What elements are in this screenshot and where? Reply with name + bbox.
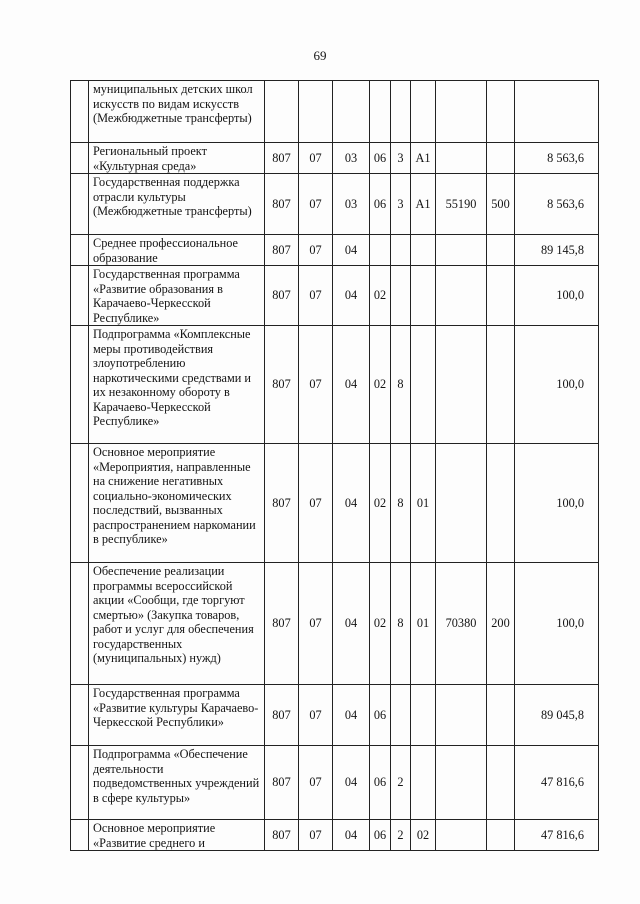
code-cell: 807: [265, 820, 299, 851]
code-cell: 807: [265, 143, 299, 174]
row-name: Обеспечение реализации программы всероссийской акции «Сообщи, где торгуют смертью» (Закупка товаров, работ и услуг для обеспечения государственных (муниципальных) нужд): [89, 563, 265, 685]
table-row: [71, 174, 599, 235]
code-cell: 04: [333, 444, 370, 563]
code-cell: [411, 685, 436, 746]
code-cell: [436, 235, 487, 266]
table-row: [71, 685, 599, 746]
code-cell: 07: [299, 746, 333, 820]
code-cell: [411, 266, 436, 326]
code-cell: [487, 746, 515, 820]
table-row: [71, 143, 599, 174]
code-cell: 2: [391, 746, 411, 820]
blank-cell: [71, 563, 89, 685]
row-name: Основное мероприятие «Развитие среднего и: [89, 820, 265, 851]
table-row: [71, 266, 599, 326]
code-cell: 04: [333, 685, 370, 746]
code-cell: [436, 326, 487, 444]
code-cell: 07: [299, 174, 333, 235]
code-cell: 06: [370, 746, 391, 820]
blank-cell: [71, 174, 89, 235]
code-cell: 07: [299, 235, 333, 266]
code-cell: 02: [370, 266, 391, 326]
code-cell: 04: [333, 746, 370, 820]
code-cell: [436, 143, 487, 174]
code-cell: [436, 746, 487, 820]
code-cell: 02: [370, 326, 391, 444]
code-cell: [411, 326, 436, 444]
sum-cell: 8 563,6: [515, 143, 599, 174]
code-cell: [487, 81, 515, 143]
code-cell: [265, 81, 299, 143]
code-cell: [436, 820, 487, 851]
page-number: 69: [313, 48, 327, 63]
sum-cell: 100,0: [515, 444, 599, 563]
row-name: Подпрограмма «Обеспечение деятельности подведомственных учреждений в сфере культуры»: [89, 746, 265, 820]
sum-cell: 100,0: [515, 326, 599, 444]
code-cell: 02: [370, 444, 391, 563]
code-cell: 807: [265, 235, 299, 266]
row-name: муниципальных детских школ искусств по видам искусств (Межбюджетные трансферты): [89, 81, 265, 143]
code-cell: [436, 266, 487, 326]
code-cell: 06: [370, 820, 391, 851]
sum-cell: 47 816,6: [515, 746, 599, 820]
code-cell: [436, 444, 487, 563]
code-cell: [299, 81, 333, 143]
table-row: [71, 235, 599, 266]
code-cell: [487, 444, 515, 563]
code-cell: [487, 143, 515, 174]
code-cell: [411, 235, 436, 266]
code-cell: 07: [299, 266, 333, 326]
sum-cell: 100,0: [515, 563, 599, 685]
code-cell: 807: [265, 266, 299, 326]
table-row: [71, 746, 599, 820]
code-cell: 07: [299, 326, 333, 444]
code-cell: [391, 235, 411, 266]
code-cell: 01: [411, 444, 436, 563]
code-cell: 55190: [436, 174, 487, 235]
sum-cell: 100,0: [515, 266, 599, 326]
code-cell: 02: [411, 820, 436, 851]
blank-cell: [71, 746, 89, 820]
code-cell: [436, 81, 487, 143]
code-cell: 04: [333, 820, 370, 851]
row-name: Государственная программа «Развитие культуры Карачаево-Черкесской Республики»: [89, 685, 265, 746]
code-cell: 3: [391, 143, 411, 174]
code-cell: 807: [265, 685, 299, 746]
code-cell: [391, 81, 411, 143]
code-cell: 07: [299, 563, 333, 685]
code-cell: [391, 266, 411, 326]
blank-cell: [71, 143, 89, 174]
code-cell: 02: [370, 563, 391, 685]
sum-cell: 8 563,6: [515, 174, 599, 235]
blank-cell: [71, 820, 89, 851]
table-row: [71, 444, 599, 563]
code-cell: [436, 685, 487, 746]
code-cell: [487, 685, 515, 746]
blank-cell: [71, 444, 89, 563]
row-name: Подпрограмма «Комплексные меры противодействия злоупотреблению наркотическими средствами и их незаконному обороту в Карачаево-Черкесской Республике»: [89, 326, 265, 444]
blank-cell: [71, 685, 89, 746]
code-cell: 200: [487, 563, 515, 685]
code-cell: 04: [333, 235, 370, 266]
code-cell: 807: [265, 563, 299, 685]
row-name: Государственная программа «Развитие образования в Карачаево-Черкесской Республике»: [89, 266, 265, 326]
blank-cell: [71, 266, 89, 326]
code-cell: 70380: [436, 563, 487, 685]
code-cell: А1: [411, 143, 436, 174]
code-cell: 03: [333, 143, 370, 174]
code-cell: 500: [487, 174, 515, 235]
code-cell: 07: [299, 444, 333, 563]
code-cell: 8: [391, 326, 411, 444]
table-row: [71, 326, 599, 444]
budget-table: [70, 80, 599, 851]
code-cell: [411, 81, 436, 143]
code-cell: [487, 266, 515, 326]
code-cell: [487, 235, 515, 266]
code-cell: 06: [370, 174, 391, 235]
code-cell: А1: [411, 174, 436, 235]
code-cell: 04: [333, 326, 370, 444]
code-cell: 04: [333, 266, 370, 326]
table-row: [71, 820, 599, 851]
code-cell: [487, 820, 515, 851]
code-cell: [370, 235, 391, 266]
code-cell: 807: [265, 174, 299, 235]
code-cell: 07: [299, 685, 333, 746]
code-cell: 807: [265, 444, 299, 563]
code-cell: 03: [333, 174, 370, 235]
row-name: Государственная поддержка отрасли культуры (Межбюджетные трансферты): [89, 174, 265, 235]
row-name: Основное мероприятие «Мероприятия, направленные на снижение негативных социально-экономических последствий, вызванных распространением наркомании в республике»: [89, 444, 265, 563]
code-cell: 06: [370, 143, 391, 174]
code-cell: 8: [391, 444, 411, 563]
table-row: [71, 563, 599, 685]
code-cell: [333, 81, 370, 143]
code-cell: 807: [265, 326, 299, 444]
sum-cell: 89 045,8: [515, 685, 599, 746]
code-cell: 04: [333, 563, 370, 685]
code-cell: [411, 746, 436, 820]
code-cell: 3: [391, 174, 411, 235]
code-cell: 07: [299, 143, 333, 174]
code-cell: [391, 685, 411, 746]
code-cell: 2: [391, 820, 411, 851]
table-row: [71, 81, 599, 143]
blank-cell: [71, 235, 89, 266]
code-cell: 807: [265, 746, 299, 820]
code-cell: [487, 326, 515, 444]
code-cell: [370, 81, 391, 143]
sum-cell: [515, 81, 599, 143]
code-cell: 06: [370, 685, 391, 746]
row-name: Региональный проект «Культурная среда»: [89, 143, 265, 174]
blank-cell: [71, 81, 89, 143]
table-body: [71, 81, 599, 851]
code-cell: 01: [411, 563, 436, 685]
sum-cell: 47 816,6: [515, 820, 599, 851]
code-cell: 07: [299, 820, 333, 851]
row-name: Среднее профессиональное образование: [89, 235, 265, 266]
blank-cell: [71, 326, 89, 444]
code-cell: 8: [391, 563, 411, 685]
sum-cell: 89 145,8: [515, 235, 599, 266]
